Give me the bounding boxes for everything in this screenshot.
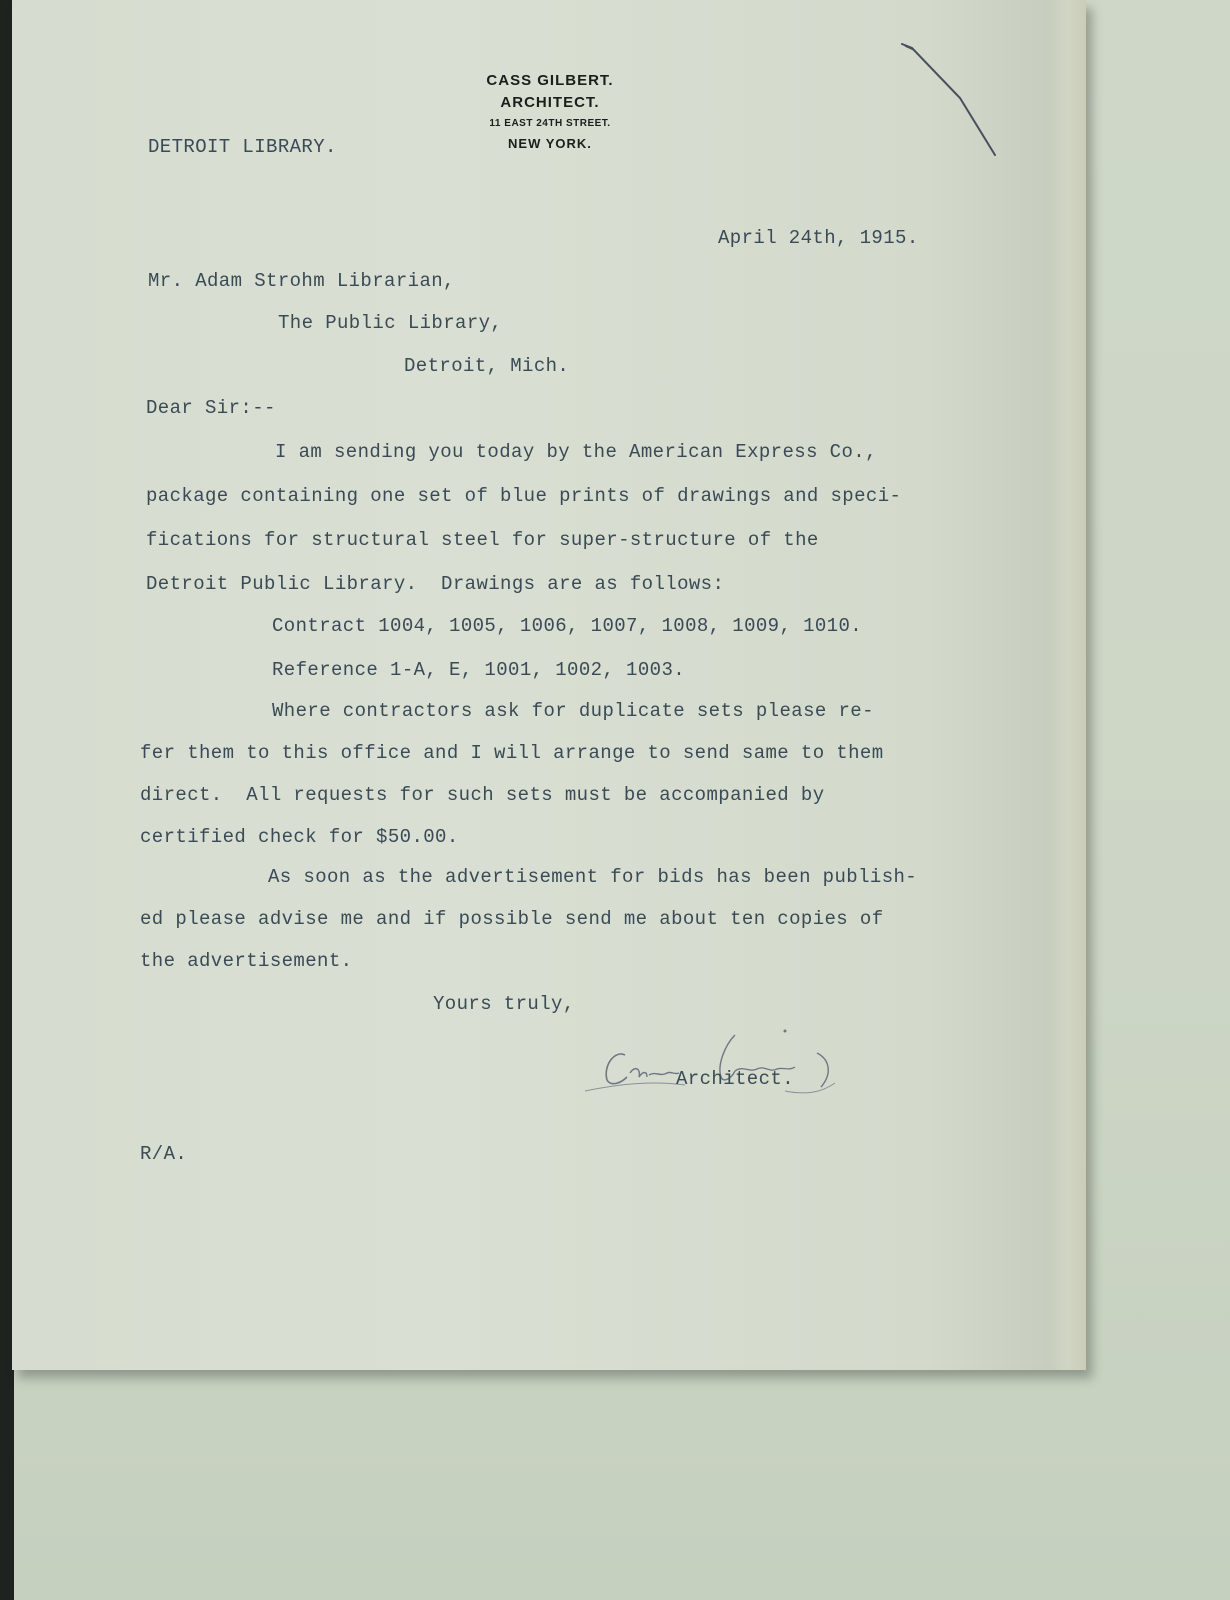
body-line: the advertisement. — [140, 950, 353, 972]
signature-title: Architect. — [676, 1068, 795, 1090]
body-line: fications for structural steel for super-structure of the — [146, 529, 819, 551]
address-line-1: Mr. Adam Strohm Librarian, — [148, 270, 455, 292]
contract-drawings: Contract 1004, 1005, 1006, 1007, 1008, 1009, 1010. — [272, 615, 863, 637]
paper-fold-edge — [1048, 0, 1086, 1370]
body-line: Where contractors ask for duplicate sets please re- — [272, 700, 874, 722]
body-line: As soon as the advertisement for bids has been publish- — [268, 866, 918, 888]
letterhead-title: ARCHITECT. — [500, 94, 600, 111]
letterhead-city: NEW YORK. — [508, 136, 592, 151]
body-line: certified check for $50.00. — [140, 826, 459, 848]
letterhead-street: 11 EAST 24TH STREET. — [489, 118, 611, 129]
address-line-3: Detroit, Mich. — [404, 355, 570, 377]
body-line: fer them to this office and I will arrange to send same to them — [140, 742, 884, 764]
typist-initials: R/A. — [140, 1143, 188, 1165]
body-line: I am sending you today by the American Express Co., — [275, 441, 877, 463]
body-line: package containing one set of blue prints of drawings and speci- — [146, 485, 902, 507]
closing: Yours truly, — [433, 993, 575, 1015]
body-line: direct. All requests for such sets must be accompanied by — [140, 784, 825, 806]
body-line: ed please advise me and if possible send me about ten copies of — [140, 908, 884, 930]
file-label: DETROIT LIBRARY. — [148, 136, 337, 158]
body-line: Detroit Public Library. Drawings are as follows: — [146, 573, 725, 595]
letterhead-name: CASS GILBERT. — [486, 72, 614, 89]
letter-date: April 24th, 1915. — [718, 227, 919, 249]
pen-mark — [900, 40, 1030, 180]
reference-drawings: Reference 1-A, E, 1001, 1002, 1003. — [272, 659, 686, 681]
letterhead — [460, 70, 640, 154]
salutation: Dear Sir:-- — [146, 397, 276, 419]
address-line-2: The Public Library, — [278, 312, 503, 334]
